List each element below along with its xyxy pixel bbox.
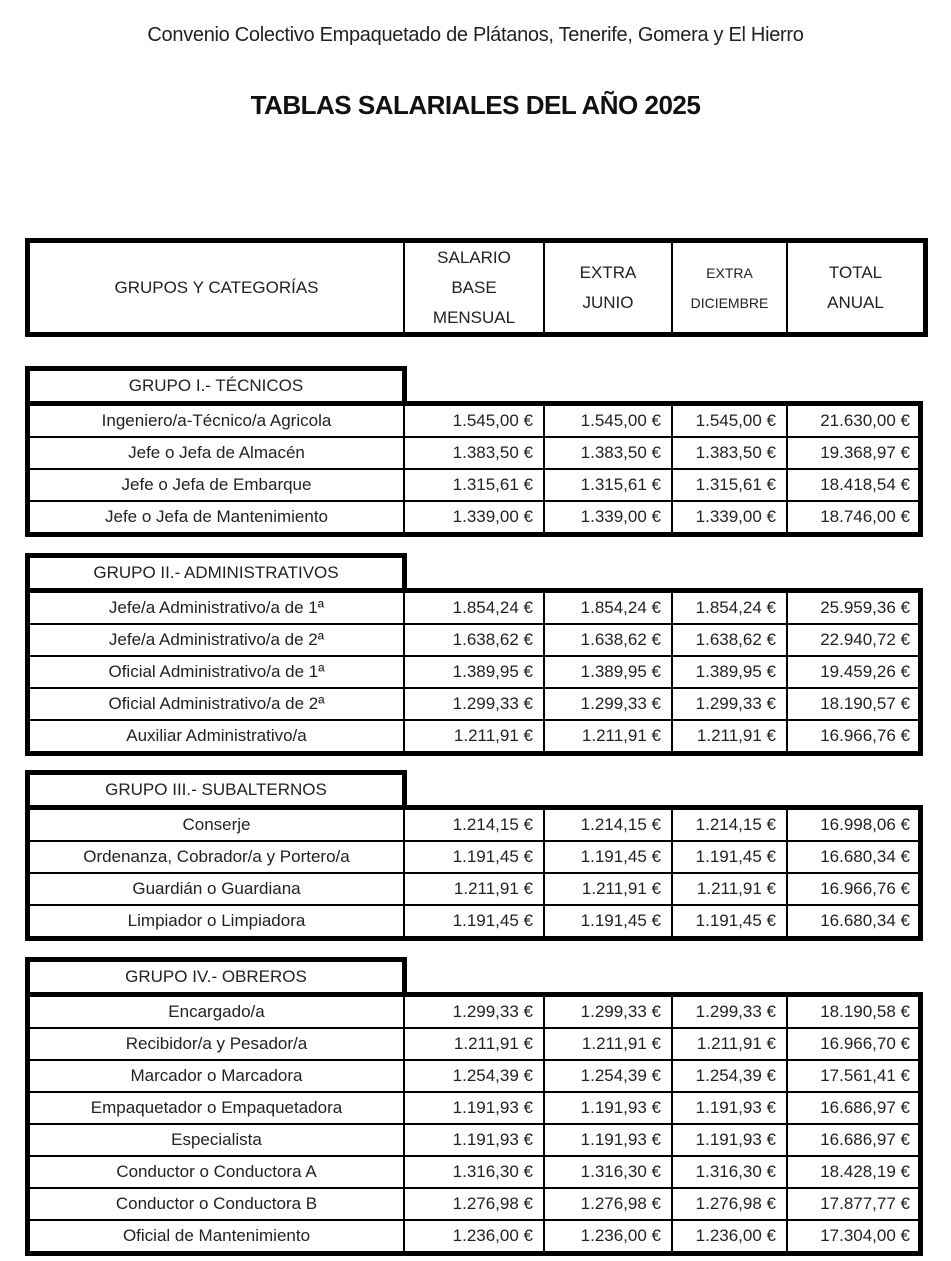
category-cell: Oficial Administrativo/a de 2ª	[108, 694, 325, 713]
extra-junio-cell: 1.276,98 €	[543, 1189, 671, 1219]
total-anual-cell: 18.190,57 €	[786, 689, 918, 719]
extra-junio-cell: 1.254,39 €	[543, 1061, 671, 1091]
extra-junio-cell: 1.545,00 €	[543, 406, 671, 436]
total-anual-cell: 17.561,41 €	[786, 1061, 918, 1091]
extra-junio-cell: 1.214,15 €	[543, 810, 671, 840]
total-anual-cell: 17.304,00 €	[786, 1221, 918, 1251]
base-salary-cell: 1.211,91 €	[403, 1029, 543, 1059]
extra-diciembre-cell: 1.339,00 €	[671, 502, 786, 532]
total-anual-cell: 21.630,00 €	[786, 406, 918, 436]
total-anual-cell: 16.680,34 €	[786, 842, 918, 872]
category-cell: Conductor o Conductora A	[116, 1162, 317, 1181]
extra-junio-cell: 1.191,45 €	[543, 906, 671, 936]
extra-diciembre-cell: 1.854,24 €	[671, 593, 786, 623]
group-label: GRUPO I.- TÉCNICOS	[25, 366, 407, 401]
base-salary-cell: 1.191,45 €	[403, 842, 543, 872]
table-row	[30, 997, 918, 1027]
total-anual-cell: 18.190,58 €	[786, 997, 918, 1027]
total-anual-cell: 19.368,97 €	[786, 438, 918, 468]
table-row	[30, 1155, 918, 1187]
extra-diciembre-cell: 1.254,39 €	[671, 1061, 786, 1091]
extra-diciembre-cell: 1.211,91 €	[671, 1029, 786, 1059]
total-anual-cell: 16.686,97 €	[786, 1125, 918, 1155]
group-rows	[25, 401, 923, 537]
base-salary-cell: 1.236,00 €	[403, 1221, 543, 1251]
header-base-line2: BASE	[451, 277, 497, 297]
base-salary-cell: 1.315,61 €	[403, 470, 543, 500]
category-cell: Marcador o Marcadora	[130, 1066, 303, 1085]
extra-diciembre-cell: 1.191,45 €	[671, 906, 786, 936]
base-salary-cell: 1.545,00 €	[403, 406, 543, 436]
group-rows	[25, 992, 923, 1256]
extra-diciembre-cell: 1.638,62 €	[671, 625, 786, 655]
base-salary-cell: 1.211,91 €	[403, 874, 543, 904]
table-row	[30, 436, 918, 468]
table-row	[30, 468, 918, 500]
group-label: GRUPO II.- ADMINISTRATIVOS	[25, 553, 407, 588]
category-cell: Conserje	[182, 815, 251, 834]
base-salary-cell: 1.214,15 €	[403, 810, 543, 840]
extra-diciembre-cell: 1.315,61 €	[671, 470, 786, 500]
table-header	[25, 238, 928, 337]
base-salary-cell: 1.638,62 €	[403, 625, 543, 655]
base-salary-cell: 1.316,30 €	[403, 1157, 543, 1187]
document-title: TABLAS SALARIALES DEL AÑO 2025	[250, 90, 701, 120]
table-row	[30, 1091, 918, 1123]
extra-diciembre-cell: 1.299,33 €	[671, 997, 786, 1027]
base-salary-cell: 1.854,24 €	[403, 593, 543, 623]
group-rows	[25, 805, 923, 941]
header-base-line1: SALARIO	[437, 247, 511, 267]
category-cell: Auxiliar Administrativo/a	[126, 726, 307, 745]
table-row	[30, 406, 918, 436]
total-anual-cell: 16.998,06 €	[786, 810, 918, 840]
total-anual-cell: 18.418,54 €	[786, 470, 918, 500]
group-table	[25, 957, 928, 1256]
extra-diciembre-cell: 1.191,93 €	[671, 1125, 786, 1155]
header-extra-diciembre	[671, 243, 786, 332]
base-salary-cell: 1.299,33 €	[403, 997, 543, 1027]
extra-diciembre-cell: 1.389,95 €	[671, 657, 786, 687]
category-cell: Encargado/a	[168, 1002, 265, 1021]
total-anual-cell: 25.959,36 €	[786, 593, 918, 623]
base-salary-cell: 1.191,45 €	[403, 906, 543, 936]
base-salary-cell: 1.211,91 €	[403, 721, 543, 751]
extra-junio-cell: 1.339,00 €	[543, 502, 671, 532]
category-cell: Oficial de Mantenimiento	[122, 1226, 311, 1245]
category-cell: Jefe o Jefa de Almacén	[128, 443, 305, 462]
header-diciembre-line2: DICIEMBRE	[690, 294, 769, 311]
table-row	[30, 1187, 918, 1219]
extra-junio-cell: 1.638,62 €	[543, 625, 671, 655]
table-row	[30, 1123, 918, 1155]
table-row	[30, 840, 918, 872]
extra-diciembre-cell: 1.191,45 €	[671, 842, 786, 872]
total-anual-cell: 19.459,26 €	[786, 657, 918, 687]
category-cell: Ordenanza, Cobrador/a y Portero/a	[83, 847, 350, 866]
extra-junio-cell: 1.316,30 €	[543, 1157, 671, 1187]
total-anual-cell: 16.966,76 €	[786, 721, 918, 751]
total-anual-cell: 18.746,00 €	[786, 502, 918, 532]
header-category-label: GRUPOS Y CATEGORÍAS	[114, 277, 319, 297]
header-total-anual	[786, 243, 923, 332]
total-anual-cell: 17.877,77 €	[786, 1189, 918, 1219]
total-anual-cell: 18.428,19 €	[786, 1157, 918, 1187]
extra-junio-cell: 1.211,91 €	[543, 874, 671, 904]
group-label: GRUPO III.- SUBALTERNOS	[25, 770, 407, 805]
table-row	[30, 687, 918, 719]
base-salary-cell: 1.339,00 €	[403, 502, 543, 532]
table-row	[30, 500, 918, 532]
extra-diciembre-cell: 1.211,91 €	[671, 874, 786, 904]
extra-junio-cell: 1.191,45 €	[543, 842, 671, 872]
base-salary-cell: 1.191,93 €	[403, 1093, 543, 1123]
header-total-line2: ANUAL	[827, 292, 884, 312]
extra-diciembre-cell: 1.276,98 €	[671, 1189, 786, 1219]
extra-diciembre-cell: 1.316,30 €	[671, 1157, 786, 1187]
extra-junio-cell: 1.854,24 €	[543, 593, 671, 623]
extra-diciembre-cell: 1.211,91 €	[671, 721, 786, 751]
category-cell: Empaquetador o Empaquetadora	[90, 1098, 343, 1117]
table-row	[30, 904, 918, 936]
extra-diciembre-cell: 1.299,33 €	[671, 689, 786, 719]
category-cell: Limpiador o Limpiadora	[127, 911, 306, 930]
extra-diciembre-cell: 1.236,00 €	[671, 1221, 786, 1251]
table-row	[30, 719, 918, 751]
category-cell: Jefe o Jefa de Embarque	[121, 475, 312, 494]
header-diciembre-line1: EXTRA	[706, 264, 753, 281]
group-table	[25, 770, 928, 941]
category-cell: Recibidor/a y Pesador/a	[125, 1034, 308, 1053]
table-row	[30, 1059, 918, 1091]
document-subtitle: Convenio Colectivo Empaquetado de Plátanos, Tenerife, Gomera y El Hierro	[147, 24, 804, 46]
extra-junio-cell: 1.299,33 €	[543, 689, 671, 719]
extra-diciembre-cell: 1.545,00 €	[671, 406, 786, 436]
header-junio-line1: EXTRA	[579, 262, 637, 282]
category-cell: Especialista	[171, 1130, 262, 1149]
base-salary-cell: 1.299,33 €	[403, 689, 543, 719]
category-cell: Ingeniero/a-Técnico/a Agricola	[101, 411, 332, 430]
header-base-salary	[403, 243, 543, 332]
extra-junio-cell: 1.191,93 €	[543, 1125, 671, 1155]
base-salary-cell: 1.383,50 €	[403, 438, 543, 468]
category-cell: Jefe/a Administrativo/a de 2ª	[108, 630, 325, 649]
category-cell: Jefe/a Administrativo/a de 1ª	[108, 598, 325, 617]
base-salary-cell: 1.254,39 €	[403, 1061, 543, 1091]
header-junio-line2: JUNIO	[582, 292, 634, 312]
extra-junio-cell: 1.383,50 €	[543, 438, 671, 468]
extra-diciembre-cell: 1.383,50 €	[671, 438, 786, 468]
extra-diciembre-cell: 1.214,15 €	[671, 810, 786, 840]
table-row	[30, 1219, 918, 1251]
table-row	[30, 655, 918, 687]
extra-junio-cell: 1.389,95 €	[543, 657, 671, 687]
table-row	[30, 593, 918, 623]
total-anual-cell: 16.966,76 €	[786, 874, 918, 904]
header-category	[30, 243, 403, 332]
category-cell: Guardián o Guardiana	[132, 879, 301, 898]
total-anual-cell: 16.680,34 €	[786, 906, 918, 936]
extra-junio-cell: 1.211,91 €	[543, 1029, 671, 1059]
table-row	[30, 872, 918, 904]
header-base-line3: MENSUAL	[432, 307, 516, 327]
extra-junio-cell: 1.299,33 €	[543, 997, 671, 1027]
group-table	[25, 366, 928, 537]
group-label: GRUPO IV.- OBREROS	[25, 957, 407, 992]
header-total-line1: TOTAL	[828, 262, 883, 282]
base-salary-cell: 1.276,98 €	[403, 1189, 543, 1219]
table-row	[30, 810, 918, 840]
extra-junio-cell: 1.211,91 €	[543, 721, 671, 751]
base-salary-cell: 1.389,95 €	[403, 657, 543, 687]
table-row	[30, 1027, 918, 1059]
category-cell: Oficial Administrativo/a de 1ª	[108, 662, 325, 681]
extra-junio-cell: 1.236,00 €	[543, 1221, 671, 1251]
category-cell: Jefe o Jefa de Mantenimiento	[104, 507, 329, 526]
table-row	[30, 623, 918, 655]
extra-diciembre-cell: 1.191,93 €	[671, 1093, 786, 1123]
header-extra-junio	[543, 243, 671, 332]
total-anual-cell: 16.966,70 €	[786, 1029, 918, 1059]
base-salary-cell: 1.191,93 €	[403, 1125, 543, 1155]
group-rows	[25, 588, 923, 756]
total-anual-cell: 16.686,97 €	[786, 1093, 918, 1123]
category-cell: Conductor o Conductora B	[115, 1194, 318, 1213]
extra-junio-cell: 1.315,61 €	[543, 470, 671, 500]
total-anual-cell: 22.940,72 €	[786, 625, 918, 655]
extra-junio-cell: 1.191,93 €	[543, 1093, 671, 1123]
group-table	[25, 553, 928, 756]
